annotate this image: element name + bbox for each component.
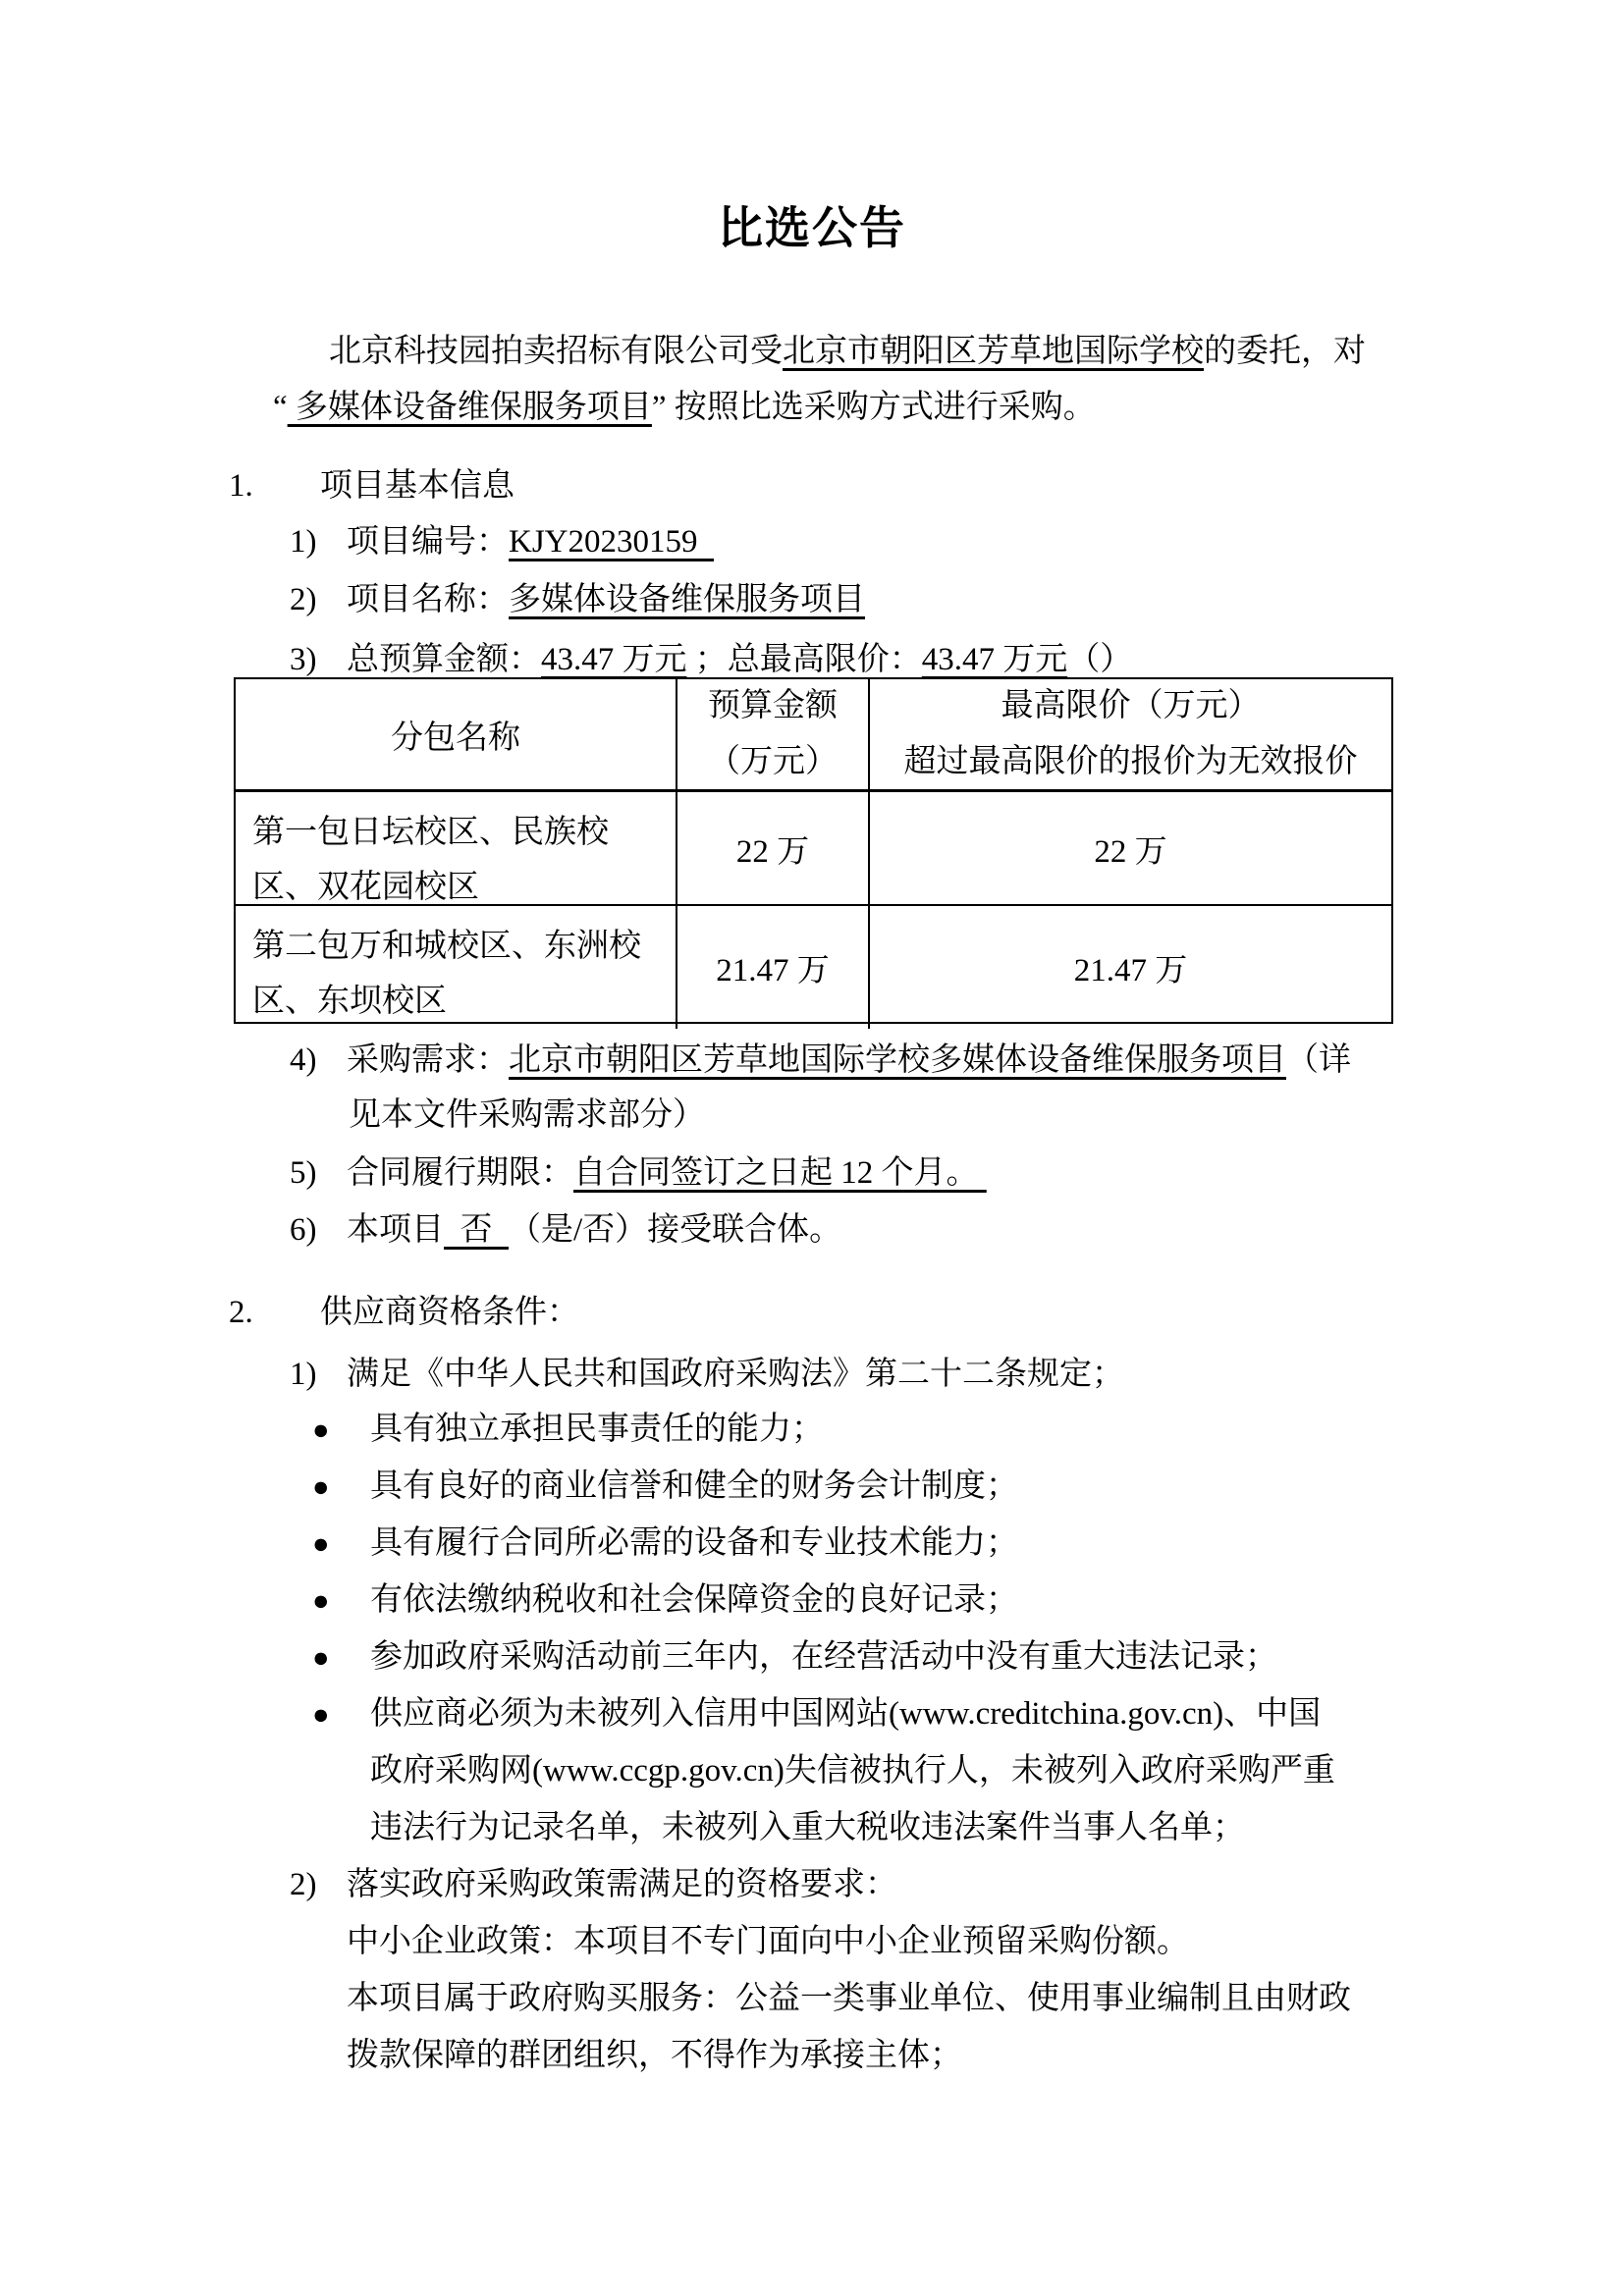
qualification-item-1 [290,1355,1468,1400]
bullet-icon: ● [312,1415,330,1446]
table-header-budget-line2: （万元） [708,744,838,779]
item-project-name [290,580,1419,625]
table-row-2-lot-name: 第二包万和城校区、东洲校 区、东坝校区 [236,906,677,1029]
intro-line-1-underlined: 北京市朝阳区芳草地国际学校 [783,334,1204,369]
item-1-label: 项目编号： [347,524,509,560]
intro-line-2 [273,388,1096,427]
table-row-1-lot-name: 第一包日坛校区、民族校 区、双花园校区 [236,792,677,906]
item-2-number: 2) [290,582,317,617]
qualification-bullet-2-text: 具有良好的商业信誉和健全的财务会计制度； [370,1468,1018,1504]
section-1-heading [229,466,1014,511]
qualification-item-2-number: 2) [290,1867,317,1902]
item-1-value: KJY20230159 [509,524,715,560]
item-procurement-demand [290,1041,1468,1086]
table-header-budget-line1: 预算金额 [708,688,838,723]
section-1-number: 1. [229,468,253,504]
qualification-bullet-3 [312,1523,1490,1569]
qualification-item-2-line4: 拨款保障的群团组织，不得作为承接主体； [347,2038,962,2073]
intro-line-1-pre: 北京科技园拍卖招标有限公司受 [329,334,783,369]
qualification-bullet-6-line2: 政府采购网(www.ccgp.gov.cn)失信被执行人，未被列入政府采购严重 [370,1753,1335,1789]
section-1-title: 项目基本信息 [320,468,514,504]
item-3-number: 3) [290,642,317,677]
qualification-item-2-line3: 本项目属于政府购买服务：公益一类事业单位、使用事业编制且由财政 [347,1981,1351,2016]
section-2-number: 2. [229,1295,253,1330]
item-4-number: 4) [290,1042,317,1078]
bullet-icon: ● [312,1585,330,1617]
item-6-post: （是/否）接受联合体。 [509,1212,842,1248]
qualification-bullet-6-line3: 违法行为记录名单，未被列入重大税收违法案件当事人名单； [370,1810,1245,1845]
qualification-bullet-5-text: 参加政府采购活动前三年内，在经营活动中没有重大违法记录； [370,1639,1277,1675]
qualification-bullet-4-text: 有依法缴纳税收和社会保障资金的良好记录； [370,1582,1018,1618]
item-4-value: 北京市朝阳区芳草地国际学校多媒体设备维保服务项目 [509,1042,1286,1078]
qualification-item-2-text: 落实政府采购政策需满足的资格要求： [347,1867,897,1902]
intro-line-1 [329,332,1366,371]
table-row-2-max-price: 21.47 万 [1073,953,1188,988]
qualification-item-1-text: 满足《中华人民共和国政府采购法》第二十二条规定； [347,1357,1124,1392]
item-contract-term [290,1153,1468,1199]
intro-line-1-post: 的委托，对 [1204,334,1366,369]
item-6-number: 6) [290,1212,317,1248]
qualification-bullet-6 [312,1694,1490,1739]
item-consortium [290,1210,1468,1255]
item-6-value: 否 [444,1212,509,1248]
bullet-icon: ● [312,1528,330,1560]
item-2-label: 项目名称： [347,582,509,617]
item-3-post: （） [1067,642,1133,677]
item-5-number: 5) [290,1155,317,1191]
table-header-max-price [870,679,1391,792]
section-2-title: 供应商资格条件： [320,1295,579,1330]
qualification-bullet-2 [312,1467,1490,1512]
item-4-label: 采购需求： [347,1042,509,1078]
item-5-value: 自合同签订之日起 12 个月。 [573,1155,987,1191]
qualification-item-2-line2: 中小企业政策：本项目不专门面向中小企业预留采购份额。 [347,1924,1189,1959]
item-3-label: 总预算金额： [347,642,541,677]
table-row-1-max-price: 22 万 [870,792,1391,906]
item-procurement-demand-line2: 见本文件采购需求部分） [349,1097,705,1133]
intro-line-2-post: ” 按照比选采购方式进行采购。 [651,390,1096,425]
section-2-heading [229,1293,1014,1338]
item-4-post: （详 [1286,1042,1351,1078]
qualification-bullet-6-line1: 供应商必须为未被列入信用中国网站(www.creditchina.gov.cn)、中国 [370,1696,1322,1732]
table-row-1-budget: 22 万 [677,792,870,906]
item-2-value: 多媒体设备维保服务项目 [509,582,865,617]
table-header-max-price-line1: 最高限价（万元） [1001,688,1261,723]
item-3-mid: ；总最高限价： [686,642,922,677]
qualification-bullet-3-text: 具有履行合同所必需的设备和专业技术能力； [370,1525,1018,1561]
qualification-bullet-1 [312,1410,1490,1455]
qualification-item-2 [290,1865,1468,1910]
intro-line-2-underlined: 多媒体设备维保服务项目 [287,390,652,425]
item-6-pre: 本项目 [347,1212,444,1248]
qualification-item-1-number: 1) [290,1357,317,1392]
qualification-bullet-1-text: 具有独立承担民事责任的能力； [370,1412,824,1447]
bullet-icon: ● [312,1699,330,1731]
qualification-bullet-4 [312,1580,1490,1626]
item-1-number: 1) [290,524,317,560]
table-header-lot-name: 分包名称 [236,679,677,792]
item-3-cap-value: 43.47 万元 [921,642,1068,677]
lots-table [234,677,1393,1024]
item-5-label: 合同履行期限： [347,1155,573,1191]
table-row-2-budget: 21.47 万 [677,906,870,1029]
table-header-max-price-line2: 超过最高限价的报价为无效报价 [903,744,1358,779]
intro-line-2-pre: “ [273,390,288,425]
item-project-number [290,522,1419,567]
table-header-budget [677,679,870,792]
page-title: 比选公告 [718,202,906,253]
bullet-icon: ● [312,1471,330,1503]
qualification-bullet-5 [312,1637,1490,1682]
item-3-budget-value: 43.47 万元 [541,642,687,677]
bullet-icon: ● [312,1642,330,1674]
